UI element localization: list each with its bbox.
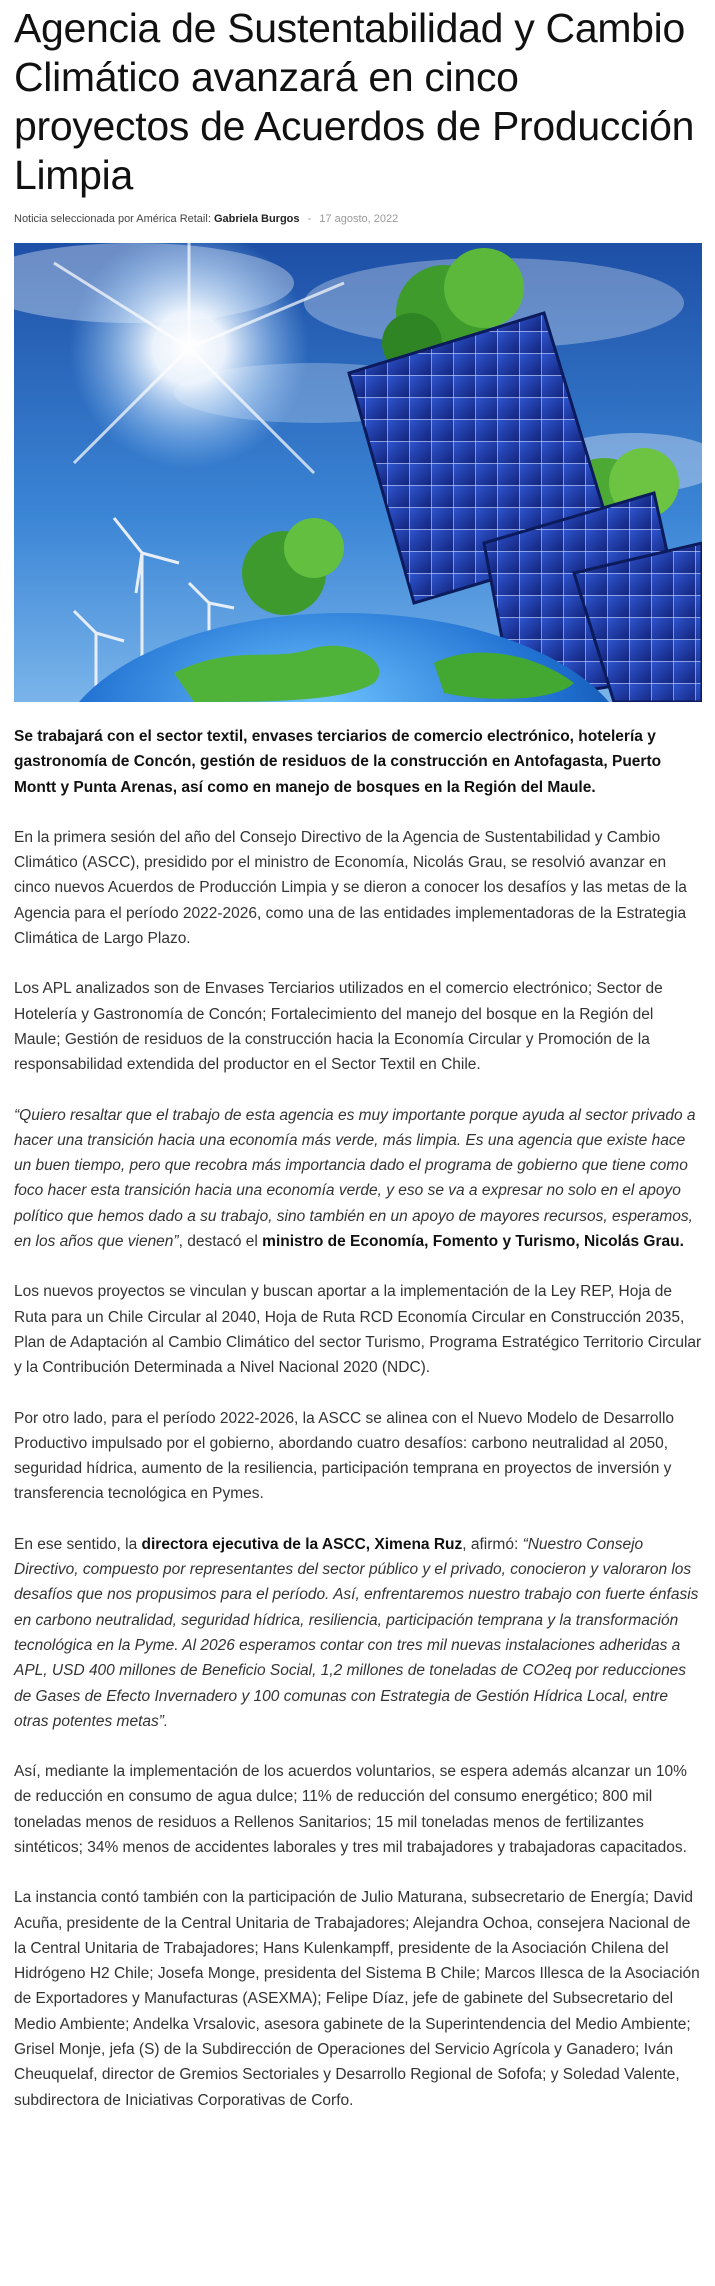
- solar-panels-earth-illustration: [14, 243, 702, 702]
- paragraph: Por otro lado, para el período 2022-2026, la ASCC se alinea con el Nuevo Modelo de Desarrollo Productivo impulsado por el gobierno, abordando cuatro desafíos: carbono neutralidad al 2050, seguridad hídrica, aumento de la resiliencia, participación temprana en proyectos de inversión y transferencia tecnológica en Pymes.: [14, 1409, 675, 1503]
- paragraph: Así, mediante la implementación de los acuerdos voluntarios, se espera además alcanzar un 10% de reducción en consumo de agua dulce; 11% de reducción del consumo energético; 800 mil toneladas menos de residuos a Rellenos Sanitarios; 15 mil toneladas menos de fertilizantes sintéticos; 34% menos de accidentes laborales y tres mil trabajadores y trabajadoras capacitados.: [14, 1763, 687, 1856]
- byline-separator: -: [307, 213, 312, 225]
- director-name: directora ejecutiva de la ASCC, Ximena Ruz: [141, 1535, 463, 1553]
- article-title: Agencia de Sustentabilidad y Cambio Climático avanzará en cinco proyectos de Acuerdos de Producción Limpia: [14, 5, 695, 198]
- publish-date: 17 agosto, 2022: [319, 213, 399, 225]
- byline: [14, 212, 702, 226]
- author-link[interactable]: Gabriela Burgos: [213, 213, 300, 225]
- minister-name: ministro de Economía, Fomento y Turismo, Nicolás Grau.: [262, 1233, 684, 1251]
- paragraph-intro: En ese sentido, la: [14, 1535, 142, 1553]
- paragraph: Los APL analizados son de Envases Terciarios utilizados en el comercio electrónico; Sector de Hotelería y Gastronomía de Concón; Fortalecimiento del manejo del bosque en la Región del Maule; Gestión de residuos de la construcción hacia la Economía Circular y Promoción de la responsabilidad extendida del productor en el Sector Textil en Chile.: [14, 980, 663, 1074]
- quote-paragraph: [14, 1532, 702, 1734]
- paragraph: Los nuevos proyectos se vinculan y buscan aportar a la implementación de la Ley REP, Hoja de Ruta para un Chile Circular al 2040, Hoja de Ruta RCD Economía Circular en Construcción 2035, Plan de Adaptación al Cambio Climático del sector Turismo, Programa Estratégico Territorio Circular y la Contribución Determinada a Nivel Nacional 2020 (NDC).: [14, 1283, 702, 1377]
- quote-attribution: , destacó el: [178, 1233, 263, 1251]
- paragraph: En la primera sesión del año del Consejo Directivo de la Agencia de Sustentabilidad y Cambio Climático (ASCC), presidido por el ministro de Economía, Nicolás Grau, se resolvió avanzar en cinco nuevos Acuerdos de Producción Limpia y se dieron a conocer los desafíos y las metas de la Agencia para el período 2022-2026, como una de las entidades implementadoras de la Estrategia Climática de Largo Plazo.: [14, 828, 687, 948]
- paragraph: La instancia contó también con la participación de Julio Maturana, subsecretario de Energía; David Acuña, presidente de la Central Unitaria de Trabajadores; Alejandra Ochoa, consejera Nacional de la Central Unitaria de Trabajadores; Hans Kulenkampff, presidente de la Asociación Chilena del Hidrógeno H2 Chile; Josefa Monge, presidenta del Sistema B Chile; Marcos Illesca de la Asociación de Exportadores y Manufacturas (ASEXMA); Felipe Díaz, jefe de gabinete del Subsecretario del Medio Ambiente; Andelka Vrsalovic, asesora gabinete de la Superintendencia del Medio Ambiente; Grisel Monje, jefa (S) de la Subdirección de Operaciones del Servicio Agrícola y Ganadero; Iván Cheuquelaf, director de Gremios Sectoriales y Desarrollo Regional de Sofofa; y Soledad Valente, subdirectora de Iniciativas Corporativas de Corfo.: [14, 1889, 700, 2109]
- byline-prefix: Noticia seleccionada por América Retail:: [14, 213, 211, 225]
- article-body: [14, 724, 702, 2113]
- quote-attribution: , afirmó:: [462, 1535, 523, 1553]
- article-header: [14, 0, 702, 226]
- director-quote: “Nuestro Consejo Directivo, compuesto por representantes del sector público y el privado, conocieron y valoraron los desafíos que nos propusimos para el período. Así, enfrentaremos nuestro trabajo con fuerte énfasis en carbono neutralidad, seguridad hídrica, resiliencia, participación temprana y la transformación tecnológica en la Pyme. Al 2026 esperamos contar con tres mil nuevas instalaciones adheridas a APL, USD 400 millones de Beneficio Social, 1,2 millones de toneladas de CO2eq por reducciones de Gases de Efecto Invernadero y 100 comunas con Estrategia de Gestión Hídrica Local, entre otras potentes metas”.: [14, 1535, 699, 1730]
- lead-paragraph: Se trabajará con el sector textil, envases terciarios de comercio electrónico, hotelería y gastronomía de Concón, gestión de residuos de la construcción en Antofagasta, Puerto Montt y Punta Arenas, así como en manejo de bosques en la Región del Maule.: [14, 728, 662, 796]
- minister-quote: “Quiero resaltar que el trabajo de esta agencia es muy importante porque ayuda al sector privado a hacer una transición hacia una economía más verde, más limpia. Es una agencia que existe hace un buen tiempo, pero que recobra más importancia dado el programa de gobierno que tiene como foco hacer esta transición hacia una economía verde, y eso se va a expresar no solo en el apoyo político que hemos dado a su trabajo, sino también en un apoyo de mayores recursos, esperamos, en los años que vienen”: [14, 1106, 696, 1251]
- quote-paragraph: [14, 1103, 702, 1255]
- hero-image: [14, 243, 702, 702]
